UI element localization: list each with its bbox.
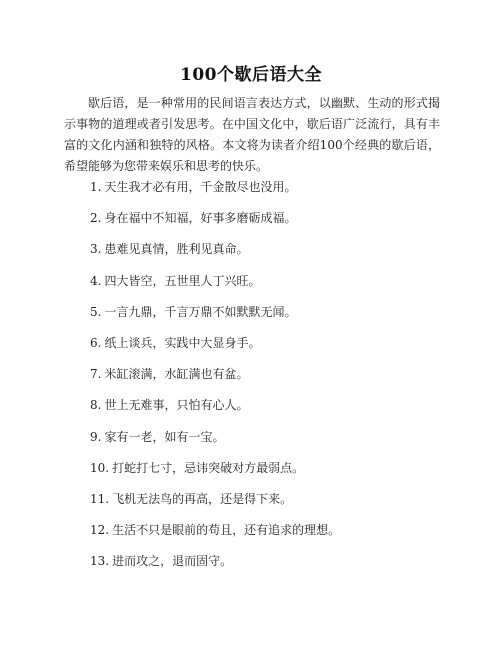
item-number: 9. [90, 429, 102, 444]
item-number: 5. [90, 304, 102, 319]
item-text: 身在福中不知福，好事多磨砺成福。 [104, 211, 297, 226]
list-item [90, 240, 450, 259]
list-item [90, 396, 450, 415]
list-item [90, 490, 450, 509]
item-text: 患难见真情，胜利见真命。 [104, 242, 249, 257]
item-number: 8. [90, 398, 102, 413]
item-number: 3. [90, 242, 102, 257]
item-text: 家有一老，如有一宝。 [104, 429, 225, 444]
item-text: 纸上谈兵，实践中大显身手。 [104, 335, 261, 350]
item-text: 打蛇打七寸，忌讳突破对方最弱点。 [112, 460, 305, 475]
list-item [90, 428, 450, 447]
list-item [90, 272, 450, 291]
list-item [90, 365, 450, 384]
saying-list [90, 178, 450, 583]
item-number: 6. [90, 335, 102, 350]
item-text: 米缸滚满，水缸满也有盆。 [104, 367, 249, 382]
item-text: 飞机无法鸟的再高，还是得下来。 [112, 491, 293, 506]
item-number: 13. [90, 554, 110, 569]
item-number: 12. [90, 523, 110, 538]
list-item [90, 334, 450, 353]
item-number: 11. [90, 491, 110, 506]
item-text: 天生我才必有用，千金散尽也没用。 [104, 180, 297, 194]
item-text: 生活不只是眼前的苟且，还有追求的理想。 [112, 523, 341, 538]
list-item [90, 552, 450, 571]
item-number: 10. [90, 460, 110, 475]
list-item [90, 209, 450, 228]
list-item [90, 521, 450, 540]
list-item [90, 178, 450, 197]
item-number: 2. [90, 211, 102, 226]
list-item [90, 303, 450, 322]
item-number: 1. [90, 180, 102, 194]
page-title: 100个歇后语大全 [180, 65, 322, 85]
item-number: 7. [90, 367, 102, 382]
item-text: 四大皆空，五世里人丁兴旺。 [104, 273, 261, 288]
item-text: 世上无难事，只怕有心人。 [104, 398, 249, 413]
list-item [90, 459, 450, 478]
item-text: 一言九鼎，千言万鼎不如默默无闻。 [104, 304, 297, 319]
item-text: 进而攻之，退而固守。 [112, 554, 233, 569]
intro-paragraph: 歇后语，是一种常用的民间语言表达方式，以幽默、生动的形式揭示事物的道理或者引发思考。在中国文化中，歇后语广泛流行，具有丰富的文化内涵和独特的风格。本文将为读者介绍100个经典的歇后语，希望能够为您带来娱乐和思考的快乐。 [64, 96, 440, 173]
item-number: 4. [90, 273, 102, 288]
